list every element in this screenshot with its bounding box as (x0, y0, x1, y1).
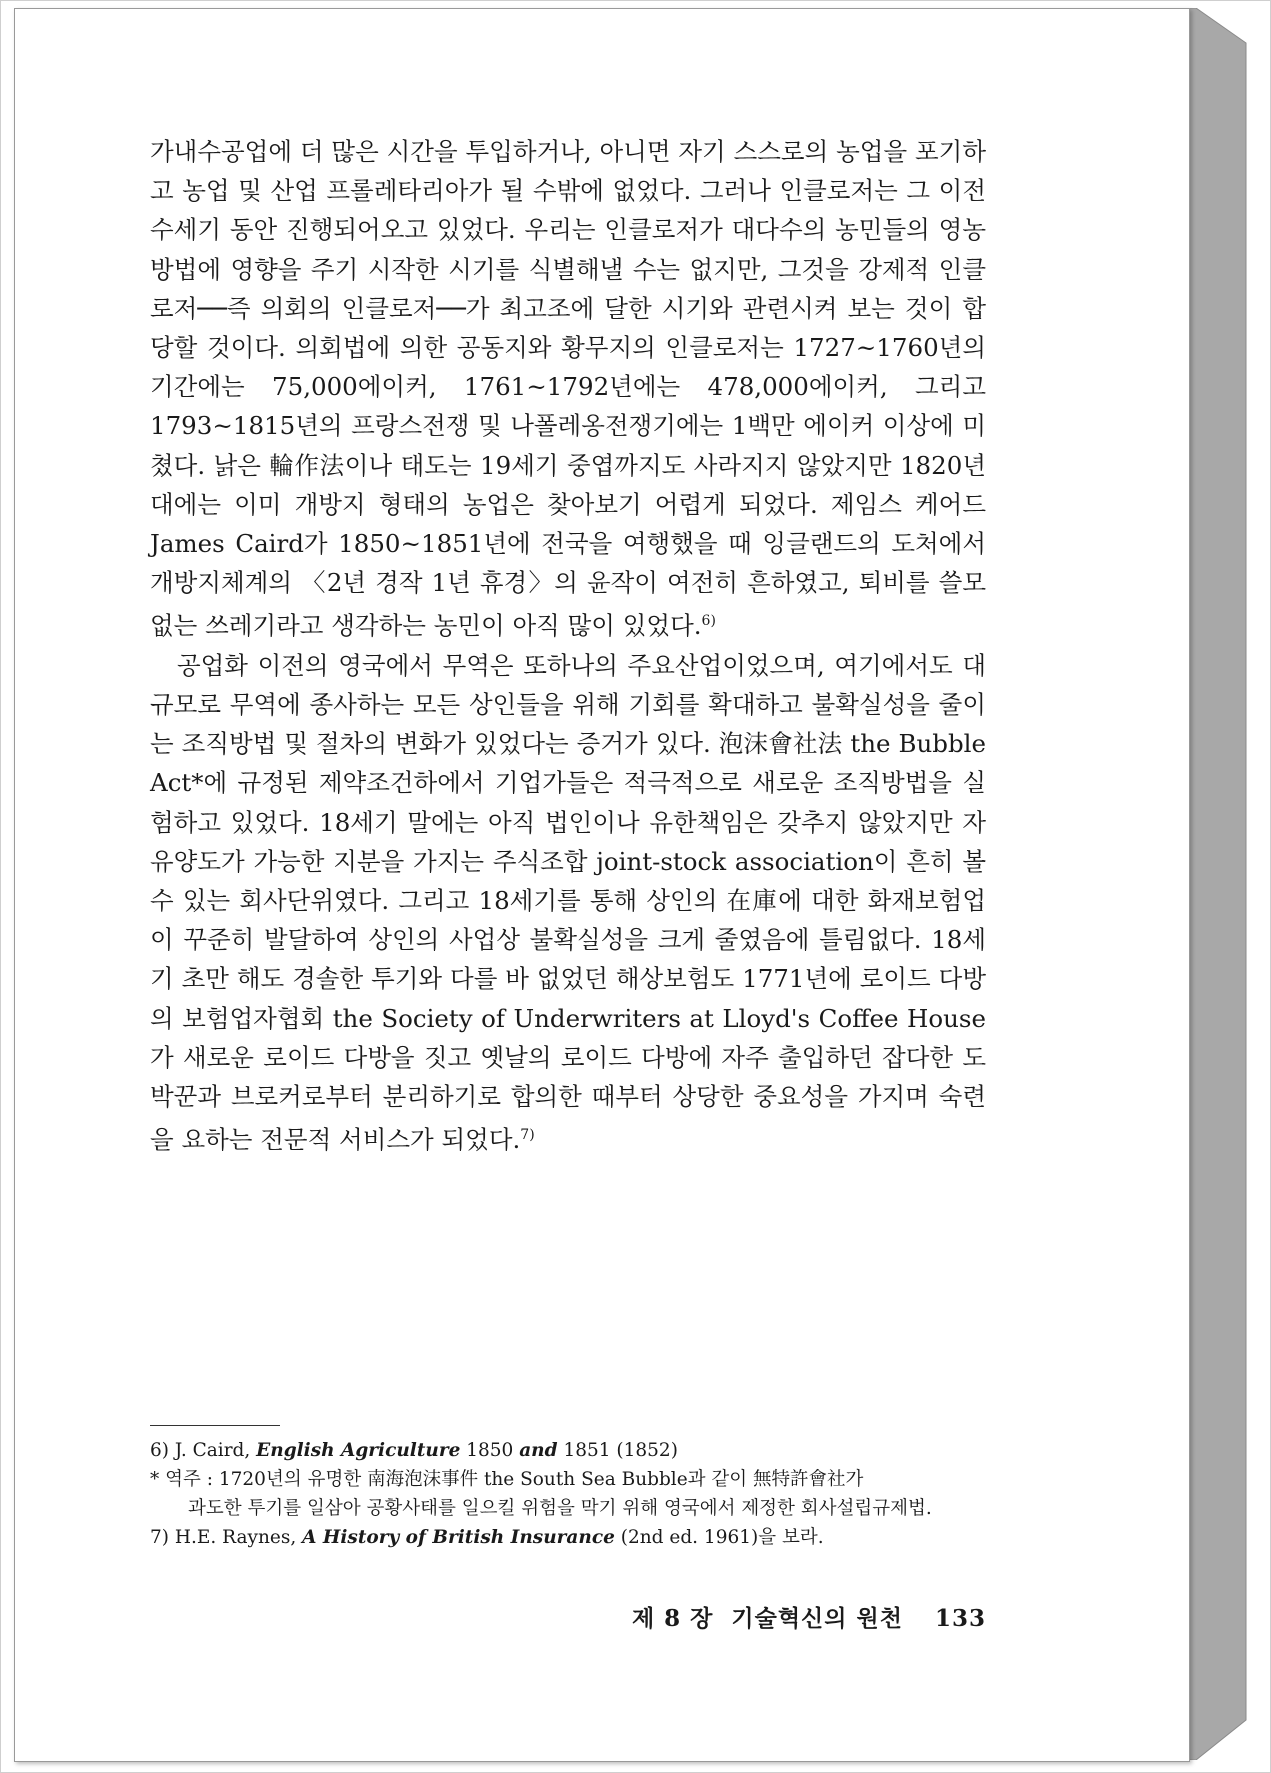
running-footer (600, 1600, 986, 1633)
footnote-ref-6: 6) (701, 613, 716, 630)
footnote-rule (150, 1425, 280, 1426)
footnote-translator-cont: 과도한 투기를 일삼아 공황사태를 일으킬 위험을 막기 위해 영국에서 제정한 회사설립규제법. (188, 1498, 932, 1519)
footnote-ref-7: 7) (520, 1127, 535, 1144)
paragraph-2: 공업화 이전의 영국에서 무역은 또하나의 주요산업이었으며, 여기에서도 대규모로 무역에 종사하는 모든 상인들을 위해 기회를 확대하고 불확실성을 줄이는 조직방법 및 절차의 변화가 있었다는 증거가 있다. 泡沫會社法 the Bubble Act*에 규정된 제약조건하에서 기업가들은 적극적으로 새로운 조직방법을 실험하고 있었다. 18세기 말에는 아직 법인이나 유한책임은 갖추지 않았지만 자유양도가 가능한 지분을 가지는 주식조합 joint-stock association이 흔히 볼 수 있는 회사단위였다. 그리고 18세기를 통해 상인의 在庫에 대한 화재보험업이 꾸준히 발달하여 상인의 사업상 불확실성을 크게 줄였음에 틀림없다. 18세기 초만 해도 경솔한 투기와 다를 바 없었던 해상보험도 1771년에 로이드 다방의 보험업자협회 the Society of Underwriters at Lloyd's Coffee House가 새로운 로이드 다방을 짓고 옛날의 로이드 다방에 자주 출입하던 잡다한 도박꾼과 브로커로부터 분리하기로 합의한 때부터 상당한 중요성을 가지며 숙련을 요하는 전문적 서비스가 되었다.$^{7)}$ (150, 650, 986, 1155)
body-text (150, 132, 986, 1160)
footnote-7: 7) H.E. Raynes, A History of British Insurance (2nd ed. 1961)을 보라. (150, 1527, 824, 1548)
page-edge-shadow (1188, 8, 1248, 1760)
footnote-translator: * 역주 : 1720년의 유명한 南海泡沫事件 the South Sea Bubble과 같이 無特許會社가 (150, 1469, 864, 1490)
paragraph-1: 가내수공업에 더 많은 시간을 투입하거나, 아니면 자기 스스로의 농업을 포기하고 농업 및 산업 프롤레타리아가 될 수밖에 없었다. 그러나 인클로저는 그 이전 수세기 동안 진행되어오고 있었다. 우리는 인클로저가 대다수의 농민들의 영농방법에 영향을 주기 시작한 시기를 식별해낼 수는 없지만, 그것을 강제적 인클로저──즉 의회의 인클로저──가 최고조에 달한 시기와 관련시켜 보는 것이 합당할 것이다. 의회법에 의한 공동지와 황무지의 인클로저는 1727~1760년의 기간에는 75,000에이커, 1761~1792년에는 478,000에이커, 그리고 1793~1815년의 프랑스전쟁 및 나폴레옹전쟁기에는 1백만 에이커 이상에 미쳤다. 낡은 輪作法이나 태도는 19세기 중엽까지도 사라지지 않았지만 1820년대에는 이미 개방지 형태의 농업은 찾아보기 어렵게 되었다. 제임스 케어드 James Caird가 1850~1851년에 전국을 여행했을 때 잉글랜드의 도처에서 개방지체계의 〈2년 경작 1년 휴경〉의 윤작이 여전히 흔하였고, 퇴비를 쓸모없는 쓰레기라고 생각하는 농민이 아직 많이 있었다.$^{6)}$ (150, 137, 986, 641)
footnote-6: 6) J. Caird, English Agriculture 1850 and 1851 (1852) (150, 1440, 678, 1461)
chapter-title: 제 8 장 기술혁신의 원천 (631, 1605, 903, 1632)
page-number: 133 (934, 1605, 986, 1632)
footnotes (150, 1436, 986, 1552)
